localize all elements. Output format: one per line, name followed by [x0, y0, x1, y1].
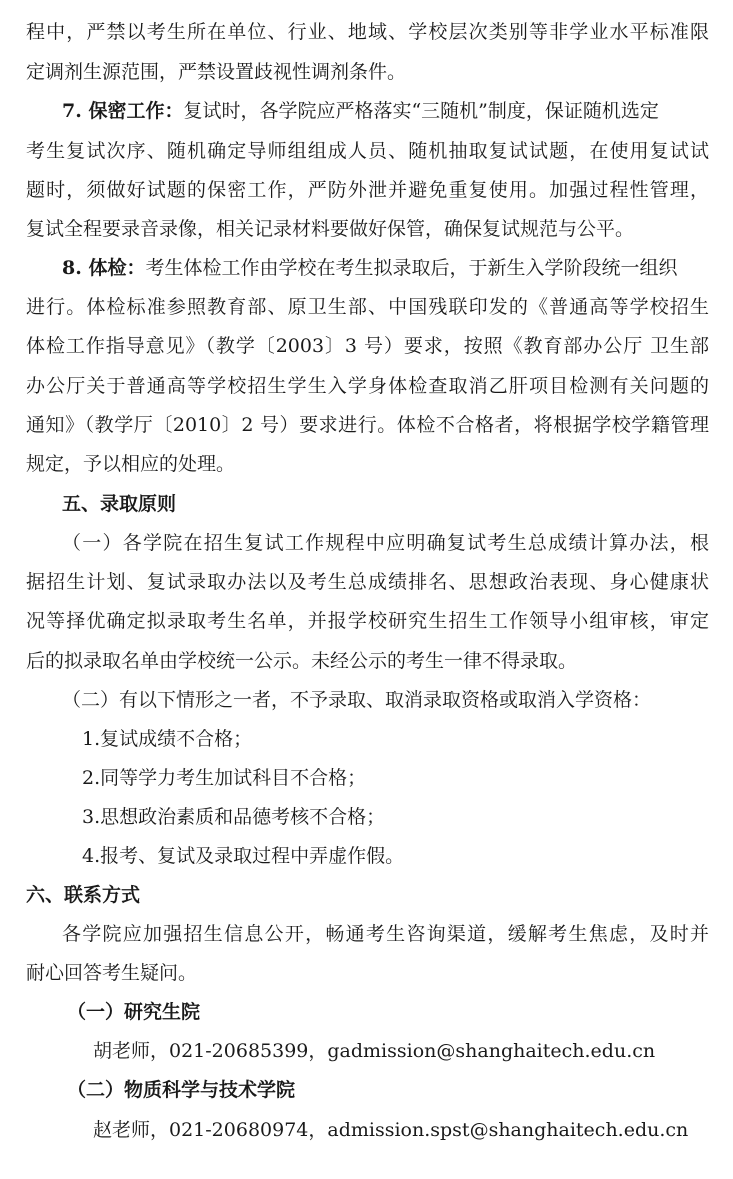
text-line: 程中，严禁以考生所在单位、行业、地域、学校层次类别等非学业水平标准限: [26, 21, 709, 43]
contact-detail: 胡老师，021-20685399，gadmission@shanghaitech.edu.cn: [93, 1040, 656, 1062]
item-7-first-line: [0, 91, 733, 131]
section-6-heading: 六、联系方式: [26, 884, 141, 906]
text-line: （一）各学院在招生复试工作规程中应明确复试考生总成绩计算办法，根: [62, 532, 709, 554]
item-8-first-line: [0, 248, 733, 288]
text-line: 定调剂生源范围，严禁设置歧视性调剂条件。: [26, 61, 407, 83]
text-line: 况等择优确定拟录取考生名单，并报学校研究生招生工作领导小组审核，审定: [26, 610, 709, 632]
text-line: 复试全程要录音录像，相关记录材料要做好保管，确保复试规范与公平。: [26, 218, 635, 240]
list-item: 4.报考、复试及录取过程中弄虚作假。: [82, 845, 405, 867]
list-item: 3.思想政治素质和品德考核不合格；: [82, 806, 386, 828]
contact-detail: 赵老师，021-20680974，admission.spst@shanghaitech.edu.cn: [93, 1119, 689, 1141]
text-line: 各学院应加强招生信息公开，畅通考生咨询渠道，缓解考生焦虑，及时并: [62, 923, 709, 945]
item-7-label: 7. 保密工作：: [62, 100, 184, 122]
text-line: 规定，予以相应的处理。: [26, 453, 236, 475]
section-5-heading: 五、录取原则: [62, 493, 177, 515]
contact-title: （一）研究生院: [67, 1001, 201, 1023]
text-line: 题时，须做好试题的保密工作，严防外泄并避免重复使用。加强过程性管理，: [26, 179, 709, 201]
text-line: 耐心回答考生疑问。: [26, 962, 198, 984]
text-line: 办公厅关于普通高等学校招生学生入学身体检查取消乙肝项目检测有关问题的: [26, 375, 709, 397]
text-line: 通知》（教学厅〔2010〕2 号）要求进行。体检不合格者，将根据学校学籍管理: [26, 414, 709, 436]
contact-title: （二）物质科学与技术学院: [67, 1079, 296, 1101]
text-line: 据招生计划、复试录取办法以及考生总成绩排名、思想政治表现、身心健康状: [26, 571, 709, 593]
text-line: （二）有以下情形之一者，不予录取、取消录取资格或取消入学资格：: [62, 689, 652, 711]
item-8-label: 8. 体检：: [62, 257, 146, 279]
item-7-text: 复试时，各学院应严格落实“三随机”制度，保证随机选定: [183, 100, 659, 122]
list-item: 2.同等学力考生加试科目不合格；: [82, 767, 367, 789]
text-line: 后的拟录取名单由学校统一公示。未经公示的考生一律不得录取。: [26, 650, 578, 672]
text-line: 进行。体检标准参照教育部、原卫生部、中国残联印发的《普通高等学校招生: [26, 296, 709, 318]
item-8-text: 考生体检工作由学校在考生拟录取后，于新生入学阶段统一组织: [145, 257, 678, 279]
text-line: 体检工作指导意见》（教学〔2003〕3 号）要求，按照《教育部办公厅 卫生部: [26, 335, 709, 357]
list-item: 1.复试成绩不合格；: [82, 728, 253, 750]
text-line: 考生复试次序、随机确定导师组组成人员、随机抽取复试试题，在使用复试试: [26, 140, 709, 162]
